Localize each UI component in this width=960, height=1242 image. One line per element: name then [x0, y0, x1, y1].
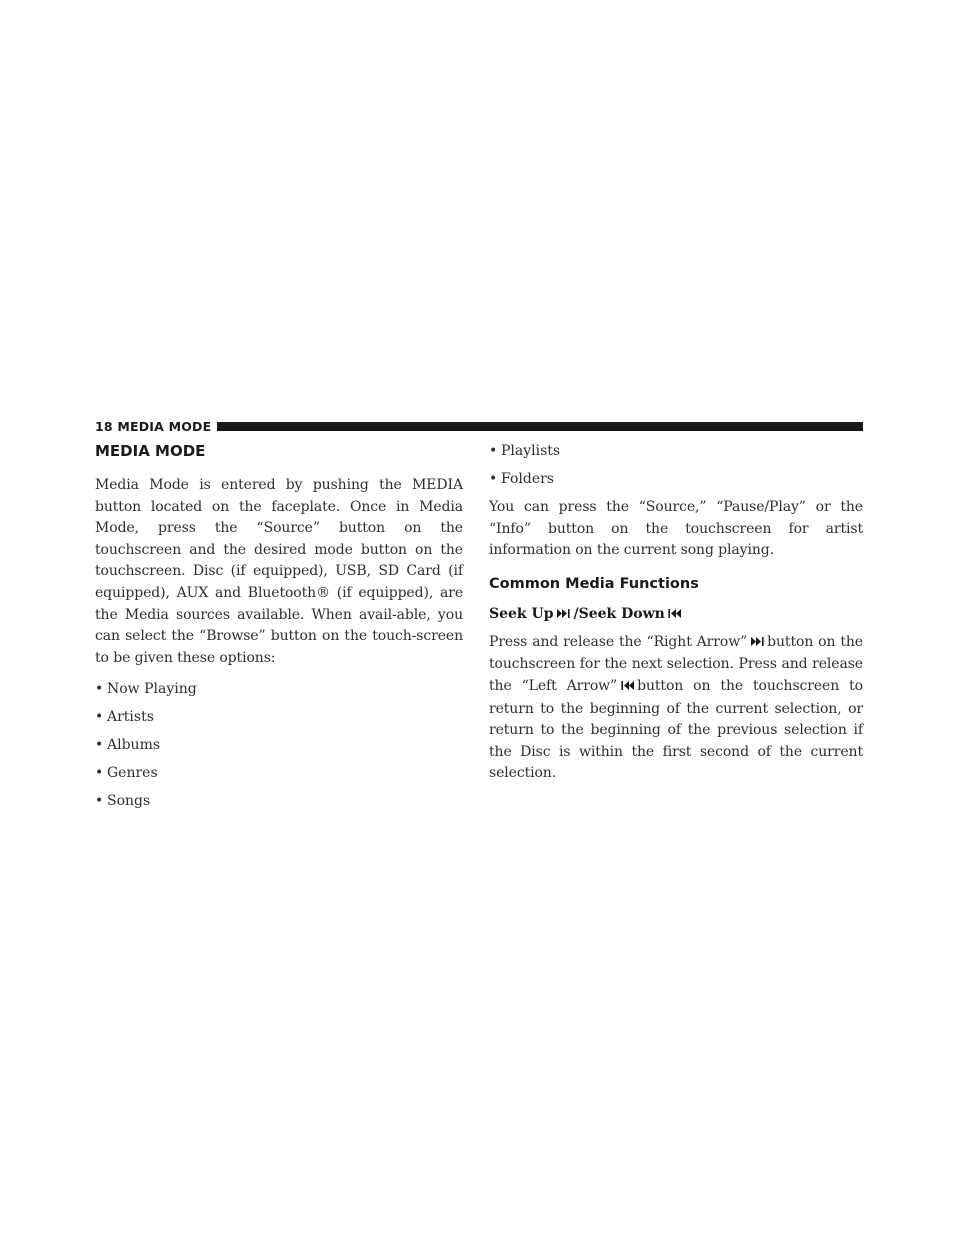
browse-options-list-continued	[489, 441, 863, 497]
list-item: • Now Playing	[95, 681, 197, 698]
common-functions-heading: Common Media Functions	[489, 575, 699, 592]
seek-down-label: /Seek Down	[573, 605, 665, 622]
seek-paragraph: Press and release the “Right Arrow” button on the touchscreen for the next selection. Press and release the “Left Arrow” button on the touchscreen to return to the beginning of the current selection, or return to the beginning of the previous selection if the Disc is within the first second of the current selection.	[489, 633, 864, 782]
list-item: • Folders	[489, 471, 554, 487]
list-item: • Songs	[95, 793, 151, 810]
section-heading: MEDIA MODE	[95, 442, 206, 460]
seek-next-icon	[557, 608, 571, 619]
seek-previous-icon	[621, 677, 635, 699]
left-column	[95, 441, 463, 819]
list-item: • Albums	[95, 737, 161, 754]
page-header	[95, 420, 863, 432]
page-number-label: 18 MEDIA MODE	[95, 418, 212, 434]
seek-heading	[489, 604, 863, 624]
seek-up-label: Seek Up	[489, 605, 554, 622]
right-column	[489, 441, 863, 785]
list-item: • Artists	[95, 709, 154, 726]
source-paragraph: You can press the “Source,” “Pause/Play” or the “Info” button on the touchscreen for artist information on the current song playing.	[489, 499, 863, 559]
intro-paragraph: Media Mode is entered by pushing the MEDIA button located on the faceplate. Once in Media Mode, press the “Source” button on the touchscreen and the desired mode button on the touchscreen. Disc (if equipped), USB, SD Card (if equipped), AUX and Bluetooth® (if equipped), are the Media sources available. When avail-able, you can select the “Browse” button on the touch-screen to be given these options:	[95, 477, 463, 666]
seek-previous-icon	[668, 608, 682, 619]
browse-options-list	[95, 679, 463, 819]
header-rule	[217, 422, 863, 431]
seek-next-icon	[751, 633, 765, 655]
list-item: • Genres	[95, 765, 158, 782]
list-item: • Playlists	[489, 443, 561, 459]
